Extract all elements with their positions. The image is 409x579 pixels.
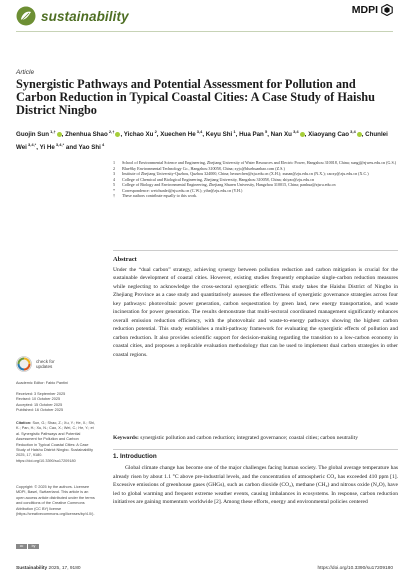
affiliation-mark: 1 [113, 160, 116, 165]
affiliation-text: College of Chemical and Biological Engineering, Zhejiang University, Hangzhou 310058, China; shiyao@zju.edu.cn [122, 176, 315, 182]
author-name: Chunlei Wei [16, 131, 388, 152]
author-affiliation-mark: 1,† [49, 129, 56, 134]
affiliation-mark: * [113, 187, 116, 193]
author[interactable] [40, 144, 65, 151]
affiliation-item [113, 193, 398, 199]
cc-license-badge[interactable] [16, 544, 39, 549]
abstract-divider-bottom [113, 449, 398, 450]
footer-doi-link[interactable]: https://doi.org/10.3390/su17209180 [317, 566, 393, 571]
affiliation-text: College of Biology and Environmental Engineering, Zhejiang Shuren University, Hangzhou 310015, China; panhua@zjsru.edu.cn [122, 182, 336, 187]
author-name: Zhenhua Shao [65, 131, 108, 139]
author[interactable] [308, 131, 362, 138]
author-name: Yichao Xu [123, 131, 154, 139]
check-for-updates-button[interactable] [16, 356, 55, 372]
orcid-icon[interactable] [300, 132, 305, 137]
author-affiliation-mark: 3,4 [291, 129, 299, 134]
author-affiliation-mark: 3,4 [195, 129, 203, 134]
publisher-logo [352, 4, 393, 16]
by-icon: by [28, 544, 39, 549]
orcid-icon[interactable] [357, 132, 362, 137]
author-affiliation-mark: 1 [232, 129, 236, 134]
author-name: Xiaoyang Cao [308, 131, 350, 139]
affiliation-text: Institute of Zhejiang University-Quzhou, Quzhou 324000, China; hexuechen@zju.edu.cn (X.H.); xunan@zju.edu.cn (N.X.); caoxy@zju.edu.cn (X.C.) [122, 171, 369, 176]
author-affiliation-mark: 2,† [107, 129, 115, 134]
author[interactable] [160, 131, 202, 138]
citation-text: Sun, G.; Shao, Z.; Xu, Y.; He, X.; Shi, K.; Pan, H.; Xu, N.; Cao, X.; Wei, C.; He, Y.; et al. Synergistic Pathways and Potential Assessment for Pollution and Carbon Reduction in Typical Coastal Cities: A Case Study of Haishu District Ningbo. Sustainability 2025, 17, 9180. https://doi.org/10.3390/su17209180 [16, 421, 96, 463]
article-type: Article [16, 69, 35, 76]
affiliation-text: Correspondence: weichunlei@zju.edu.cn (C.W.); yihe@zju.edu.cn (Y.H.) [122, 187, 243, 193]
author-name: Keyu Shi [205, 131, 233, 139]
author-affiliation-mark: 3,4,* [54, 142, 65, 148]
affiliation-text: BlueSky Environmental Technology Co., Hangzhou 310058, China; zyjc@bluehuanbao.com (Z.S.) [122, 165, 285, 171]
journal-name: sustainability [41, 8, 129, 24]
affiliation-mark: † [113, 193, 116, 198]
cc-icon: cc [16, 544, 27, 549]
author-list: Guojin Sun $^{1,\dagger}$ , Zhenhua Shao $^{2,\dagger}$ , Yichao Xu $^2$, Xuechen He $^{3,4}$, Keyu Shi $^1$, Hua Pan $^5$, Nan Xu $^{3,4}$ , Xiaoyang Cao $^{3,4}$ , Chunlei Wei $^{3,4,*}$, Yi He $^{3,4,*}$ and Yao Shi $^4$ [16, 129, 388, 152]
mdpi-icon [381, 4, 393, 16]
author-affiliation-mark: 4 [100, 142, 105, 148]
check-for-updates-label: check for updates [36, 358, 55, 369]
publisher-name: MDPI [351, 4, 378, 16]
published-date: Published: 16 October 2025 [16, 408, 64, 413]
author-name: Xuechen He [160, 131, 196, 139]
introduction-text: Global climate change has become one of the major challenges facing human society. The global average temperature has already risen by about 1.1 °C above pre-industrial levels, and the concentration of atmospheric CO₂ has exceeded 410 ppm [1]. Excessive emissions of greenhouse gases (GHGs), such as carbon dioxide (CO₂), methane (CH₄) and nitrous oxide (N₂O), have led to global warming and frequent extreme weather events, causing imbalances in ecosystems. In response, carbon reduction initiatives are gaining momentum worldwide [2]. Among these efforts, energy and environmental policies centered [113, 465, 398, 506]
affiliation-text: School of Environmental Science and Engineering, Zhejiang University of Water Resources and Electric Power, Hangzhou 310018, China; sungj@zjweu.edu.cn (G.S.) [122, 160, 397, 165]
citation-label: Citation: [16, 421, 32, 425]
orcid-icon[interactable] [115, 132, 120, 137]
keywords [113, 434, 398, 442]
revised-date: Revised: 10 October 2025 [16, 397, 61, 402]
affiliation-list [113, 160, 398, 199]
author[interactable] [65, 131, 120, 138]
author[interactable] [16, 131, 62, 138]
author-name: Guojin Sun [16, 131, 49, 139]
author[interactable] [78, 144, 104, 151]
abstract-text: Under the “dual carbon” strategy, achieving synergy between pollution reduction and carbon mitigation is crucial for the sustainable development of coastal cities. However, existing studies frequently emphasize single-carbon reduction measures while neglecting to acknowledge the cross-sectoral synergistic effects. This study takes the Haishu District of Ningbo in Zhejiang Province as a case study and quantitatively assesses the effectiveness of synergistic governance strategies across four key pathways: photovoltaic power generation, carbon sequestration by green land, new energy transportation, and waste incineration for power generation. The results demonstrate that multi-sectoral coordinated management significantly enhances overall emission reduction efficiency, with the photovoltaic and waste-to-energy pathways showing the highest carbon reduction potential. This study establishes a multi-pathway framework for evaluating the synergistic effects of pollution and carbon reduction. It also provides scientific support for decision-making regarding the transition to a low-carbon economy in coastal cities, and proposes a replicable evaluation methodology that can be used to implement dual carbon strategies in other coastal regions. [113, 267, 398, 358]
article-title: Synergistic Pathways and Potential Assessment for Pollution and Carbon Reduction in Typical Coastal Cities: A Case Study of Haishu District Ningbo [16, 77, 375, 118]
abstract-divider-top [113, 250, 398, 251]
author-name: Hua Pan [239, 131, 264, 139]
accepted-date: Accepted: 15 October 2025 [16, 402, 63, 407]
section-heading-introduction: 1. Introduction [113, 453, 157, 460]
affiliation-mark: 2 [113, 165, 116, 171]
header-divider [16, 31, 393, 32]
author-affiliation-mark: 2 [153, 129, 157, 134]
author-name: Yao Shi [78, 144, 101, 152]
author-name: Yi He [39, 144, 55, 152]
check-for-updates-icon [16, 356, 32, 372]
author[interactable] [239, 131, 267, 138]
abstract-heading: Abstract [113, 256, 137, 263]
author-affiliation-mark: 3,4 [349, 129, 356, 134]
journal-header [16, 6, 129, 26]
keywords-label: Keywords: [113, 435, 139, 441]
orcid-icon[interactable] [57, 132, 62, 137]
author[interactable] [206, 131, 236, 138]
author[interactable] [271, 131, 305, 138]
academic-editor: Academic Editor: Fabio Pantini [16, 381, 68, 385]
affiliation-text: These authors contribute equally to this work. [122, 193, 198, 198]
author-name: Nan Xu [270, 131, 292, 139]
footer-citation: Sustainability 2025, 17, 9180 [16, 566, 81, 571]
page-footer [16, 566, 393, 571]
author-affiliation-mark: 5 [263, 129, 268, 134]
copyright-block: Copyright: © 2025 by the authors. Licensee MDPI, Basel, Switzerland. This article is an open access article distributed under the terms and conditions of the Creative Commons Attribution (CC BY) license (https://creativecommons.org/licenses/by/4.0/). [16, 485, 95, 517]
author-affiliation-mark: 3,4,* [26, 142, 37, 148]
affiliation-mark: 5 [113, 182, 116, 187]
affiliation-mark: 4 [113, 176, 116, 182]
keywords-text: synergistic pollution and carbon reduction; integrated governance; coastal cities; carbon neutrality [140, 435, 358, 441]
received-date: Received: 3 September 2025 [16, 392, 66, 396]
author[interactable] [124, 131, 157, 138]
journal-logo-icon [16, 6, 36, 26]
citation-block [16, 421, 96, 464]
article-dates [16, 392, 96, 414]
affiliation-mark: 3 [113, 171, 116, 176]
